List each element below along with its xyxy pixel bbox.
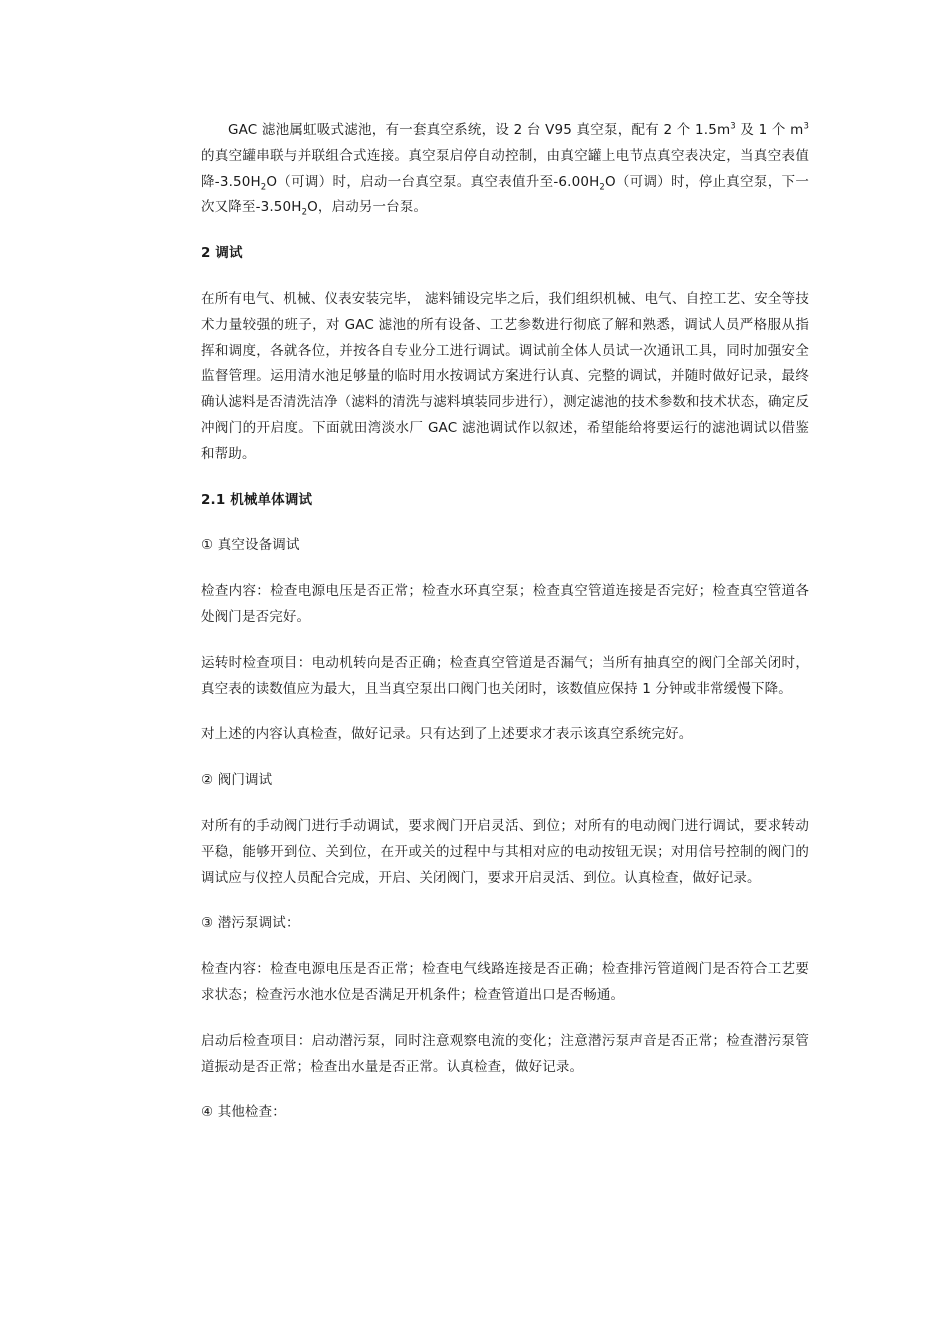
item-1-paragraph-3: 对上述的内容认真检查，做好记录。只有达到了上述要求才表示该真空系统完好。: [201, 726, 693, 743]
item-3-paragraph-2: 启动后检查项目：启动潜污泵，同时注意观察电流的变化；注意潜污泵声音是否正常；检查潜污泵管道振动是否正常；检查出水量是否正常。认真检查，做好记录。: [201, 1032, 809, 1075]
superscript-3b: 3: [803, 121, 809, 132]
document-page: [201, 118, 809, 1126]
item-1-paragraph-1: 检查内容：检查电源电压是否正常；检查水环真空泵；检查真空管道连接是否完好；检查真空管道各处阀门是否完好。: [201, 583, 809, 625]
intro-text-1: GAC 滤池属虹吸式滤池，有一套真空系统，设 2 台 V95 真空泵，配有 2 个 1.5m: [228, 122, 731, 138]
subscript-2b: 2: [599, 182, 605, 193]
section-2-body: 在所有电气、机械、仪表安装完毕， 滤料铺设完毕之后，我们组织机械、电气、自控工艺、安全等技术力量较强的班子，对 GAC 滤池的所有设备、工艺参数进行彻底了解和熟悉，调试人员严格服从指挥和调度，各就各位，并按各自专业分工进行调试。调试前全体人员试一次通讯工具，同时加强安全监督管理。运用清水池足够量的临时用水按调试方案进行认真、完整的调试，并随时做好记录，最终确认滤料是否清洗洁净（滤料的清洗与滤料填装同步进行），测定滤池的技术参数和技术状态，确定反冲阀门的开启度。下面就田湾淡水厂 GAC 滤池调试作以叙述，希望能给将要运行的滤池调试以借鉴和帮助。: [201, 290, 809, 462]
intro-text-4: O（可调）时，启动一台真空泵。真空表值升至-6.00H: [266, 173, 600, 190]
section-2-1-heading: 2.1 机械单体调试: [201, 491, 313, 508]
section-2-heading: 2 调试: [201, 245, 243, 262]
subscript-2c: 2: [301, 208, 308, 219]
item-4-title: ④ 其他检查：: [201, 1104, 286, 1121]
item-3-paragraph-1: 检查内容：检查电源电压是否正常；检查电气线路连接是否正确；检查排污管道阀门是否符合工艺要求状态；检查污水池水位是否满足开机条件；检查管道出口是否畅通。: [201, 961, 809, 1003]
superscript-3: 3: [730, 121, 736, 132]
item-1-title: ① 真空设备调试: [201, 537, 300, 554]
intro-text-5: O（可调）时，停止真空泵，下一次又降至-3.50H: [201, 173, 809, 216]
item-2-title: ② 阀门调试: [201, 772, 273, 789]
intro-text-6: O，启动另一台泵。: [307, 199, 428, 216]
subscript-2a: 2: [260, 182, 267, 193]
item-2-paragraph-1: 对所有的手动阀门进行手动调试，要求阀门开启灵活、到位；对所有的电动阀门进行调试，要求转动平稳，能够开到位、关到位，在开或关的过程中与其相对应的电动按钮无误；对用信号控制的阀门的调试应与仪控人员配合完成，开启、关闭阀门，要求开启灵活、到位。认真检查，做好记录。: [201, 817, 809, 886]
intro-text-2: 及 1 个 m: [735, 122, 804, 138]
intro-paragraph: [201, 118, 809, 221]
item-3-title: ③ 潜污泵调试：: [201, 915, 300, 932]
intro-text-3: 的真空罐串联与并联组合式连接。真空泵启停自动控制，由真空罐上电节点真空表决定，当真空表值降-3.50H: [201, 147, 809, 190]
item-1-paragraph-2: 运转时检查项目：电动机转向是否正确；检查真空管道是否漏气；当所有抽真空的阀门全部关闭时，真空表的读数值应为最大，且当真空泵出口阀门也关闭时，该数值应保持 1 分钟或非常缓慢下降。: [201, 654, 809, 697]
